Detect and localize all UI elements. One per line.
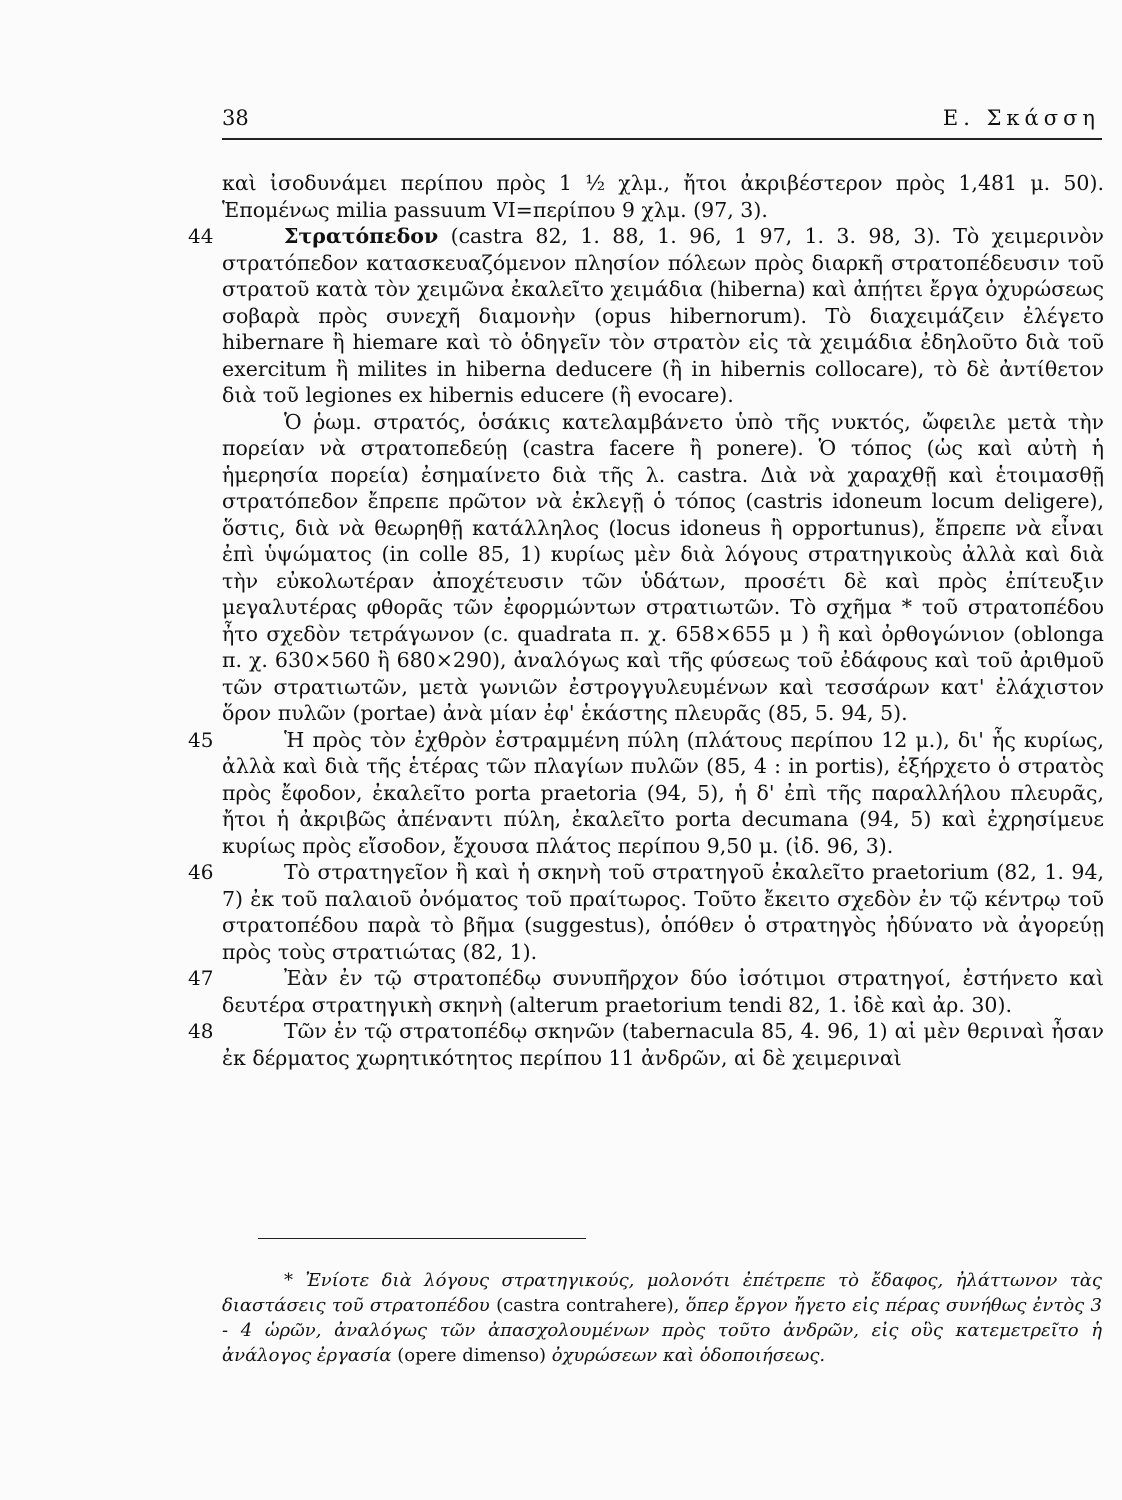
running-head: Ε. Σκάσση <box>942 106 1100 130</box>
entry-46 <box>188 859 1104 965</box>
footnote-text: ὀχυρώσεων καὶ ὁδοποιήσεως. <box>551 1345 826 1366</box>
footnote <box>222 1268 1102 1368</box>
entry-paragraph: Τῶν ἐν τῷ στρατοπέδῳ σκηνῶν (tabernacula 85, 4. 96, 1) αἱ μὲν θεριναὶ ἦσαν ἐκ δέρματος χωρητικότητος περίπου 11 ἀνδρῶν, αἱ δὲ χειμεριναὶ <box>222 1019 1104 1070</box>
entry-number: 45 <box>188 727 214 752</box>
footnote-latin: (opere dimenso) <box>391 1345 552 1366</box>
footnote-rule <box>258 1238 586 1239</box>
page-number: 38 <box>222 106 249 130</box>
entry-paragraph: Ὁ ῥωμ. στρατός, ὁσάκις κατελαμβάνετο ὑπὸ τῆς νυκτός, ὤφειλε μετὰ τὴν πορείαν νὰ στρατοπεδεύῃ (castra facere ἢ ponere). Ὁ τόπος (ὡς καὶ αὐτὴ ἡ ἡμερησία πορεία) ἐσημαίνετο διὰ τῆς λ. castra. Διὰ νὰ χαραχθῇ καὶ ἑτοιμασθῇ στρατόπεδον ἔπρεπε πρῶτον νὰ ἐκλεγῇ ὁ τόπος (castris idoneum locum deligere), ὅστις, διὰ νὰ θεωρηθῇ κατάλληλος (locus idoneus ἢ opportunus), ἔπρεπε νὰ εἶναι ἐπὶ ὑψώματος (in colle 85, 1) κυρίως μὲν διὰ λόγους στρατηγικοὺς ἀλλὰ καὶ διὰ τὴν εὐκολωτέραν ἀποχέτευσιν τῶν ὑδάτων, προσέτι δὲ καὶ πρὸς ἐπίτευξιν μεγαλυτέρας φθορᾶς τῶν ἐφορμώντων στρατιωτῶν. Τὸ σχῆμα * τοῦ στρατοπέδου ἦτο σχεδὸν τετράγωνον (c. quadrata π. χ. 658×655 μ ) ἢ καὶ ὀρθογώνιον (oblonga π. χ. 630×560 ἢ 680×290), ἀναλόγως καὶ τῆς φύσεως τοῦ ἐδάφους καὶ τοῦ ἀριθμοῦ τῶν στρατιωτῶν, μετὰ γωνιῶν ἐστρογγυλευμένων καὶ τεσσάρων κατ' ἐλάχιστον ὅρον πυλῶν (portae) ἀνὰ μίαν ἐφ' ἑκάστης πλευρᾶς (85, 5. 94, 5). <box>222 409 1104 725</box>
intro-paragraph: καὶ ἰσοδυνάμει περίπου πρὸς 1 ½ χλμ., ἤτοι ἀκριβέστερον πρὸς 1,481 μ. 50). Ἑπομένως milia passuum VI=περίπου 9 χλμ. (97, 3). <box>222 171 1104 222</box>
entry-44 <box>188 223 1104 727</box>
body-text <box>188 170 1104 1071</box>
entry-paragraph <box>222 223 1104 409</box>
footnote-text: ὅπερ ἔργον ἤγετο εἰς πέρας συνήθως ἐντὸς 3 - 4 ὡρῶν, ἀναλόγως τῶν ἀπασχολουμένων πρὸς τοῦτο ἀνδρῶν, εἰς οὓς κατεμετρεῖτο ἡ ἀνάλογος ἐργασία <box>222 1295 1102 1366</box>
entry-48 <box>188 1018 1104 1071</box>
entry-47 <box>188 965 1104 1018</box>
entry-number: 46 <box>188 860 214 884</box>
entry-45 <box>188 727 1104 860</box>
entry-term: Στρατόπεδον <box>284 224 439 248</box>
entry-number: 48 <box>188 1019 214 1043</box>
entry-paragraph: Ἡ πρὸς τὸν ἐχθρὸν ἐστραμμένη πύλη (πλάτους περίπου 12 μ.), δι' ἧς κυρίως, ἀλλὰ καὶ διὰ τῆς ἑτέρας τῶν πλαγίων πυλῶν (85, 4 : in portis), ἐξήρχετο ὁ στρατὸς πρὸς ἔφοδον, ἐκαλεῖτο porta praetoria (94, 5), ἡ δ' ἐπὶ τῆς παραλλήλου πλευρᾶς, ἤτοι ἡ ἀκριβῶς ἀπέναντι πύλη, ἐκαλεῖτο porta decumana (94, 5) καὶ ἐχρησίμευε κυρίως πρὸς εἴσοδον, ἔχουσα πλάτος περίπου 9,50 μ. (ἰδ. 96, 3). <box>222 727 1104 858</box>
entry-text: (castra 82, 1. 88, 1. 96, 1 97, 1. 3. 98, 3). Τὸ χειμερινὸν στρατόπεδον κατασκευαζόμενον πλησίον πόλεων πρὸς διαρκῆ στρατοπέδευσιν τοῦ στρατοῦ κατὰ τὸν χειμῶνα ἐκαλεῖτο χειμάδια (hiberna) καὶ ἀπῄτει ἔργα ὀχυρώσεως σοβαρὰ πρὸς συνεχῆ διαμονὴν (opus hibernorum). Τὸ διαχειμάζειν ἐλέγετο hibernare ἢ hiemare καὶ τὸ ὁδηγεῖν τὸν στρατὸν εἰς τὰ χειμάδια ἐδηλοῦτο διὰ τοῦ exercitum ἢ milites in hiberna deducere (ἢ in hibernis collocare), τὸ δὲ ἀντίθετον διὰ τοῦ legiones ex hibernis educere (ἢ evocare). <box>222 224 1104 407</box>
entry-number: 44 <box>188 224 214 248</box>
entry-number: 47 <box>188 966 214 990</box>
footnote-latin: (castra contrahere), <box>489 1295 686 1316</box>
footnote-text: * Ἐνίοτε διὰ λόγους στρατηγικούς, μολονότι ἐπέτρεπε τὸ ἔδαφος, ἠλάττωνον τὰς διαστάσεις τοῦ στρατοπέδου <box>222 1270 1102 1316</box>
entry-paragraph: Τὸ στρατηγεῖον ἢ καὶ ἡ σκηνὴ τοῦ στρατηγοῦ ἐκαλεῖτο praetorium (82, 1. 94, 7) ἐκ τοῦ παλαιοῦ ὀνόματος τοῦ πραίτωρος. Τοῦτο ἔκειτο σχεδὸν ἐν τῷ κέντρῳ τοῦ στρατοπέδου παρὰ τὸ βῆμα (suggestus), ὁπόθεν ὁ στρατηγὸς ἠδύνατο νὰ ἀγορεύῃ πρὸς τοὺς στρατιώτας (82, 1). <box>222 860 1104 964</box>
entry-paragraph: Ἐὰν ἐν τῷ στρατοπέδῳ συνυπῆρχον δύο ἰσότιμοι στρατηγοί, ἐστήνετο καὶ δευτέρα στρατηγικὴ σκηνὴ (alterum praetorium tendi 82, 1. ἰδὲ καὶ ἀρ. 30). <box>222 966 1104 1017</box>
page-header <box>222 104 1102 140</box>
